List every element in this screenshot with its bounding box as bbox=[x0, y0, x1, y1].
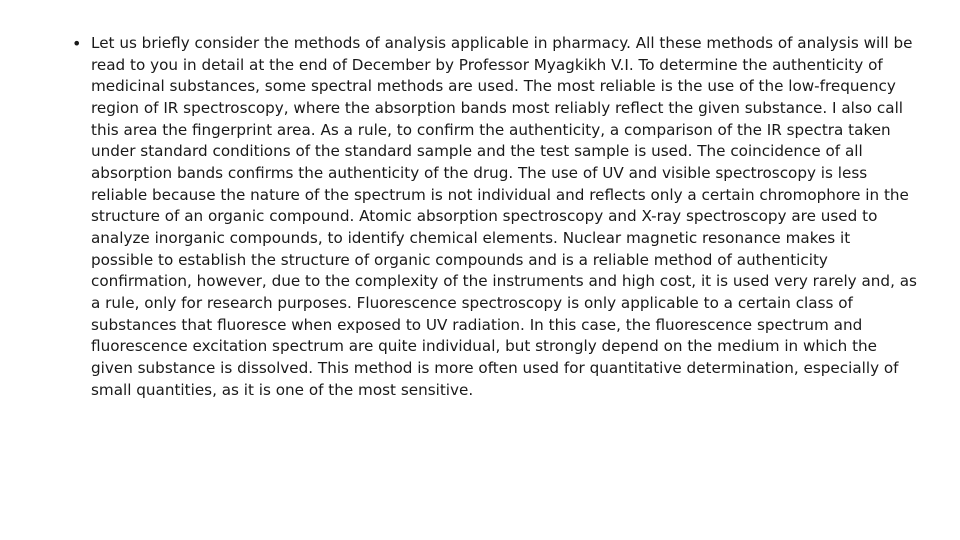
bullet-icon: • bbox=[72, 34, 82, 53]
bullet-paragraph: Let us briefly consider the methods of analysis applicable in pharmacy. All these methods of analysis will be read to you in detail at the end of December by Professor Myagkikh V.I. To determine the authenticity of medicinal substances, some spectral methods are used. The most reliable is the use of the low-frequency region of IR spectroscopy, where the absorption bands most reliably reflect the given substance. I also call this area the fingerprint area. As a rule, to confirm the authenticity, a comparison of the IR spectra taken under standard conditions of the standard sample and the test sample is used. The coincidence of all absorption bands confirms the authenticity of the drug. The use of UV and visible spectroscopy is less reliable because the nature of the spectrum is not individual and reflects only a certain chromophore in the structure of an organic compound. Atomic absorption spectroscopy and X-ray spectroscopy are used to analyze inorganic compounds, to identify chemical elements. Nuclear magnetic resonance makes it possible to establish the structure of organic compounds and is a reliable method of authenticity confirmation, however, due to the complexity of the instruments and high cost, it is used very rarely and, as a rule, only for research purposes. Fluorescence spectroscopy is only applicable to a certain class of substances that fluoresce when exposed to UV radiation. In this case, the fluorescence spectrum and fluorescence excitation spectrum are quite individual, but strongly depend on the medium in which the given substance is dissolved. This method is more often used for quantitative determination, especially of small quantities, as it is one of the most sensitive. bbox=[91, 34, 917, 399]
bullet-item bbox=[72, 33, 917, 401]
slide-content bbox=[72, 33, 917, 401]
